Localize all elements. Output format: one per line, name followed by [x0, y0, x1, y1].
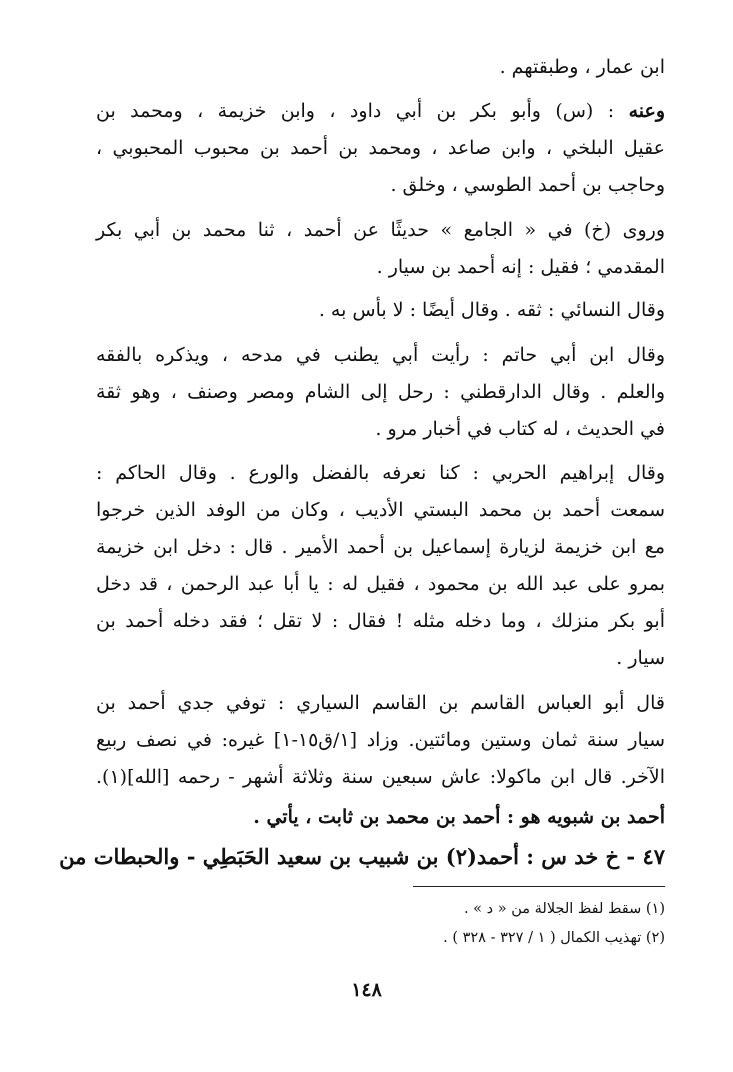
entry-heading-47: ٤٧ - خ خد س : أحمد(٢) بن شبيب بن سعيد الحَبَطِي - والحبطات من [59, 844, 665, 869]
text-line-4: وحاجب بن أحمد الطوسي ، وخلق . [390, 174, 665, 196]
text-line-14: بمرو على عبد الله بن محمود ، فقيل له : يا أبا عبد الرحمن ، قد دخل [96, 573, 665, 595]
text-line-8: وقال ابن أبي حاتم : رأيت أبي يطنب في مدحه ، ويذكره بالفقه [96, 344, 665, 366]
text-line-17: قال أبو العباس القاسم بن القاسم السياري : توفي جدي أحمد بن [96, 692, 665, 714]
text-line-3: عقيل البلخي ، وابن صاعد ، ومحمد بن أحمد بن محبوب المحبوبي ، [96, 137, 665, 159]
text-line-5: وروى (خ) في « الجامع » حديثًا عن أحمد ، ثنا محمد بن أبي بكر [96, 219, 665, 241]
text-line-16: سيار . [616, 647, 665, 669]
text-line-10: في الحديث ، له كتاب في أخبار مرو . [375, 418, 665, 440]
entry-lead-word: وعنه [628, 100, 665, 122]
cross-reference-line: أحمد بن شبويه هو : أحمد بن محمد بن ثابت ، يأتي . [253, 806, 665, 828]
text-line-6: المقدمي ؛ فقيل : إنه أحمد بن سيار . [376, 256, 665, 278]
page-number: ١٤٨ [351, 979, 382, 1001]
footnote-separator [413, 886, 665, 887]
text-line-11: وقال إبراهيم الحربي : كنا نعرفه بالفضل والورع . وقال الحاكم : [96, 462, 665, 484]
text-line-19: الآخر. قال ابن ماكولا: عاش سبعين سنة وثلاثة أشهر - رحمه [الله](١). [96, 766, 665, 788]
text-line-1: ابن عمار ، وطبقتهم . [499, 56, 665, 78]
text-line-2-rest: : (س) وأبو بكر بن أبي داود ، وابن خزيمة ، ومحمد بن [96, 100, 629, 122]
text-line-7: وقال النسائي : ثقه . وقال أيضًا : لا بأس به . [318, 299, 665, 321]
text-line-2 [96, 96, 665, 126]
text-line-13: مع ابن خزيمة لزيارة إسماعيل بن أحمد الأمير . قال : دخل ابن خزيمة [96, 536, 665, 558]
footnote-1: (١) سقط لفظ الجلالة من « د » . [463, 901, 665, 917]
footnote-2: (٢) تهذيب الكمال ( ١ / ٣٢٧ - ٣٢٨ ) . [443, 930, 665, 946]
text-line-18: سيار سنة ثمان وستين ومائتين. وزاد [١/ق١٥-١] غيره: في نصف ربيع [96, 729, 665, 751]
text-line-15: أبو بكر منزلك ، وما دخله مثله ! فقال : لا تقل ؛ فقد دخله أحمد بن [96, 610, 665, 632]
text-line-12: سمعت أحمد بن محمد البستي الأديب ، وكان من الوفد الذين خرجوا [96, 499, 665, 521]
text-line-9: والعلم . وقال الدارقطني : رحل إلى الشام ومصر وصنف ، وهو ثقة [96, 381, 665, 403]
